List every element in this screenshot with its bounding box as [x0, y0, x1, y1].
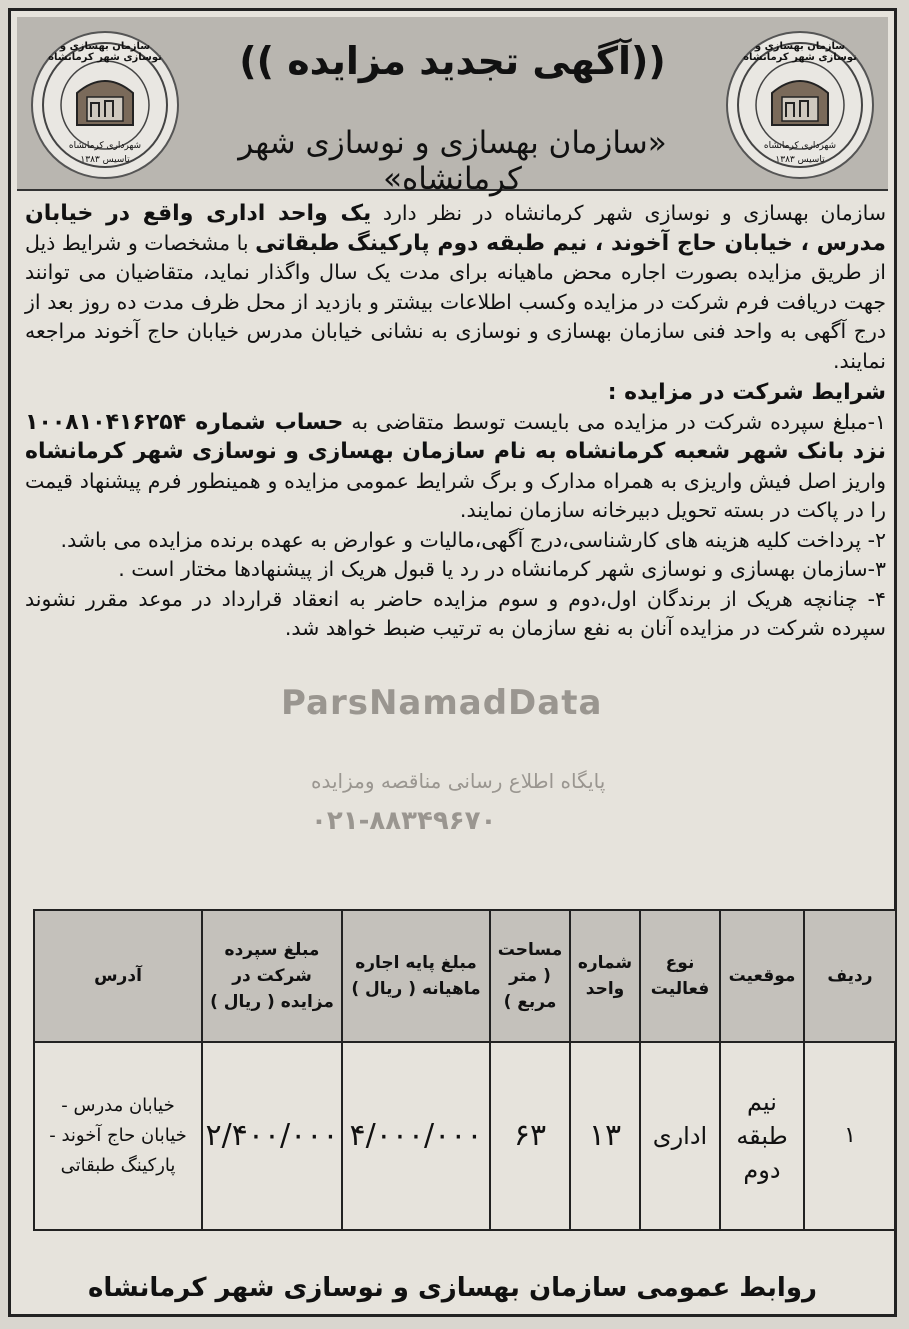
cell-location: نیم طبقه دوم — [720, 1042, 804, 1230]
intro-text-bold: یک واحد اداری واقع در خیابان مدرس ، خیابان حاج آخوند ، نیم طبقه دوم پارکینگ طبقاتی — [25, 201, 886, 256]
cell-row-number: ۱ — [804, 1042, 896, 1230]
watermark-tagline: پایگاه اطلاع رسانی مناقصه ومزایده — [311, 769, 606, 793]
header-area: مساحت ( متر مربع ) — [490, 910, 570, 1042]
notice-body — [25, 199, 886, 644]
intro-text-start: سازمان بهسازی و نوسازی شهر کرمانشاه در نظر دارد — [371, 201, 886, 225]
seal-ring-text: سازمان بهسازی و نوسازی شهر کرمانشاه — [743, 41, 857, 63]
condition-2: ۲- پرداخت کلیه هزینه های کارشناسی،درج آگهی،مالیات و عوارض به عهده برنده مزایده می باشد. — [60, 527, 886, 552]
cell-deposit: ۲/۴۰۰/۰۰۰ — [202, 1042, 342, 1230]
table-row — [34, 1042, 896, 1230]
notice-header — [17, 17, 888, 197]
condition-4: ۴- چنانچه هریک از برندگان اول،دوم و سوم مزایده حاضر به انعقاد قرارداد در موعد مقرر نشوند سپرده شرکت در مزایده آنان به نفع سازمان به ترتیب ضبط خواهد شد. — [25, 586, 886, 640]
seal-ring-text: سازمان بهسازی و نوسازی شهر کرمانشاه — [48, 41, 162, 63]
public-relations-footer: روابط عمومی سازمان بهسازی و نوسازی شهر کرمانشاه — [88, 1273, 817, 1303]
cell-address: خیابان مدرس - خیابان حاج آخوند - پارکینگ طبقاتی — [34, 1042, 202, 1230]
header-row-number: ردیف — [804, 910, 896, 1042]
condition-1-account: حساب شماره ۱۰۰۸۱۰۴۱۶۲۵۴ نزد بانک شهر شعبه کرمانشاه به نام سازمان بهسازی و نوسازی شهر کرمانشاه — [25, 409, 886, 464]
intro-paragraph — [25, 199, 886, 376]
seal-date-text: تاسیس ۱۳۸۳ — [775, 155, 825, 165]
organization-name: «سازمان بهسازی و نوسازی شهر کرمانشاه» — [238, 125, 667, 197]
seal-sub-text: شهرداری کرمانشاه — [68, 141, 142, 151]
condition-3: ۳-سازمان بهسازی و نوسازی شهر کرمانشاه در رد یا قبول هریک از پیشنهادها مختار است . — [118, 557, 886, 581]
conditions-title: شرایط شرکت در مزایده : — [607, 380, 886, 405]
table-header-row — [34, 910, 896, 1042]
header-location: موقعیت — [720, 910, 804, 1042]
condition-1-start: ۱-مبلغ سپرده شرکت در مزایده می بایست توسط متقاضی به — [343, 409, 886, 434]
header-address: آدرس — [34, 910, 202, 1042]
seal-date-text: تاسیس ۱۳۸۳ — [80, 155, 130, 165]
notice-page — [8, 8, 897, 1317]
condition-1 — [25, 408, 886, 526]
intro-text-end: با مشخصات و شرایط ذیل از طریق مزایده بصورت اجاره محض ماهیانه برای مدت یک سال واگذار نماید، متقاضیان می توانند جهت دریافت فرم شرکت در مزایده وکسب اطلاعات بیشتر و بازدید از محل ظرف مدت ده روز بعد از درج آگهی به واحد فنی سازمان بهسازی و نوسازی به نشانی خیابان مدرس خیابان حاج آخوند مراجعه نمایند. — [25, 230, 886, 373]
header-unit-number: شماره واحد — [570, 910, 640, 1042]
organization-seal-left — [31, 31, 179, 179]
cell-area: ۶۳ — [490, 1042, 570, 1230]
auction-table — [33, 909, 897, 1231]
watermark-brand: ParsNamadData — [281, 683, 603, 723]
cell-activity: اداری — [640, 1042, 720, 1230]
header-deposit: مبلغ سپرده شرکت در مزایده ( ریال ) — [202, 910, 342, 1042]
header-base-rent: مبلغ پایه اجاره ماهیانه ( ریال ) — [342, 910, 490, 1042]
seal-sub-text: شهرداری کرمانشاه — [763, 141, 837, 151]
header-activity: نوع فعالیت — [640, 910, 720, 1042]
cell-unit-number: ۱۳ — [570, 1042, 640, 1230]
organization-seal-right — [726, 31, 874, 179]
cell-base-rent: ۴/۰۰۰/۰۰۰ — [342, 1042, 490, 1230]
condition-1-end: واریز اصل فیش واریزی به همراه مدارک و برگ شرایط عمومی مزایده و همینطور فرم پیشنهاد قیمت را در پاکت در بسته تحویل دبیرخانه سازمان نمایند. — [25, 468, 886, 522]
notice-title: ((آگهی تجدید مزایده )) — [239, 39, 666, 83]
watermark-phone: ۰۲۱-۸۸۳۴۹۶۷۰ — [311, 806, 497, 836]
